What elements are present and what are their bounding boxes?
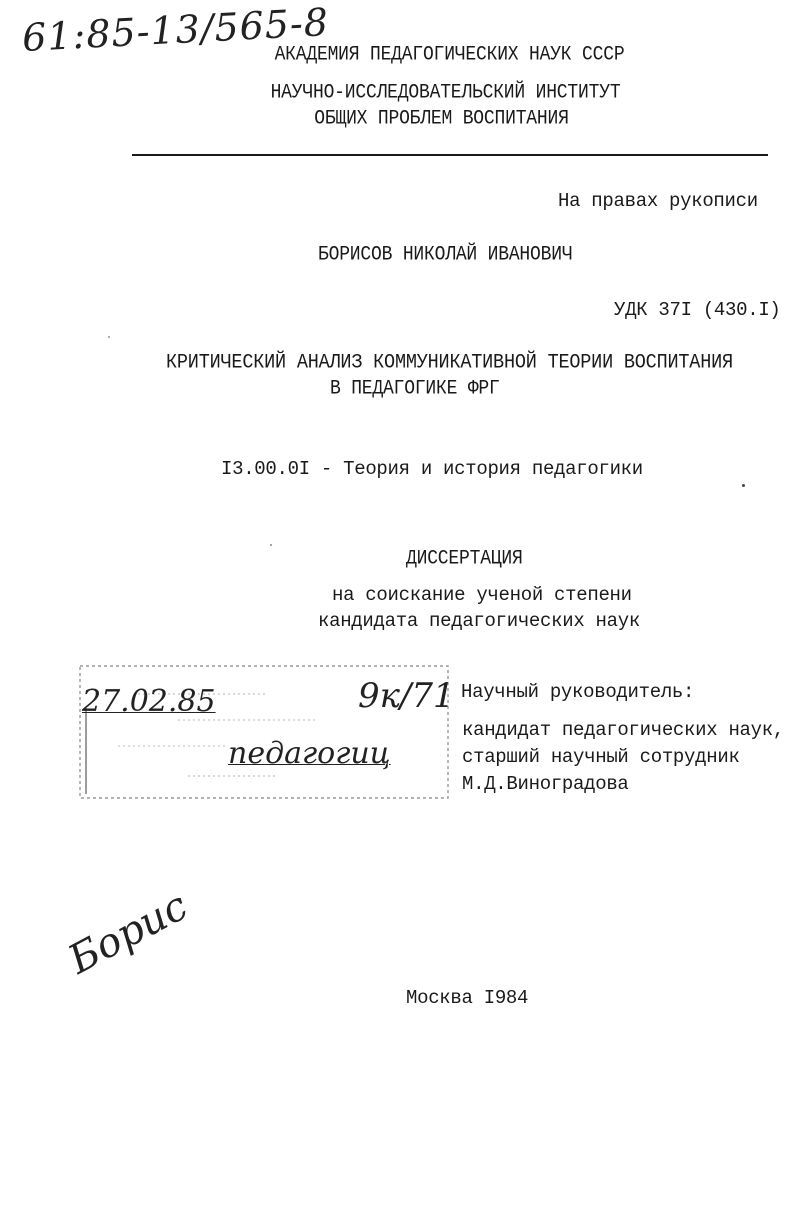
header-line-1: АКАДЕМИЯ ПЕДАГОГИЧЕСКИХ НАУК СССР <box>274 43 625 67</box>
stamp-code: 9к/71 <box>358 676 455 716</box>
library-stamp <box>78 664 455 800</box>
scan-speck <box>742 484 745 487</box>
archive-mark: 61:85-13/565-8 <box>21 0 331 61</box>
supervisor-label: Научный руководитель: <box>461 681 695 703</box>
scan-speck <box>108 336 110 338</box>
dissertation-heading: ДИССЕРТАЦИЯ <box>406 547 523 571</box>
city-year: Москва I984 <box>406 987 529 1009</box>
header-divider <box>132 154 768 156</box>
supervisor-position: старший научный сотрудник <box>462 746 740 768</box>
scan-speck <box>270 544 272 546</box>
author-name: БОРИСОВ НИКОЛАЙ ИВАНОВИЧ <box>318 243 573 267</box>
author-signature: Борис <box>61 882 196 984</box>
stamp-date: 27.02.85 <box>82 684 216 719</box>
title-line-2: В ПЕДАГОГИКЕ ФРГ <box>330 377 500 401</box>
manuscript-note: На правах рукописи <box>558 190 758 212</box>
supervisor-name: М.Д.Виноградова <box>462 773 629 795</box>
degree-line-1: на соискание ученой степени <box>332 584 632 606</box>
stamp-subject: педагогиц <box>228 736 391 771</box>
header-line-2: НАУЧНО-ИССЛЕДОВАТЕЛЬСКИЙ ИНСТИТУТ <box>270 81 621 105</box>
specialty-line: I3.00.0I - Теория и история педагогики <box>221 458 643 480</box>
udc-code: УДК 37I (430.I) <box>614 299 781 321</box>
supervisor-degree: кандидат педагогических наук, <box>462 719 784 741</box>
degree-line-2: кандидата педагогических наук <box>318 610 640 632</box>
header-line-3: ОБЩИХ ПРОБЛЕМ ВОСПИТАНИЯ <box>314 107 569 131</box>
title-line-1: КРИТИЧЕСКИЙ АНАЛИЗ КОММУНИКАТИВНОЙ ТЕОРИИ ВОСПИТАНИЯ <box>166 350 733 375</box>
